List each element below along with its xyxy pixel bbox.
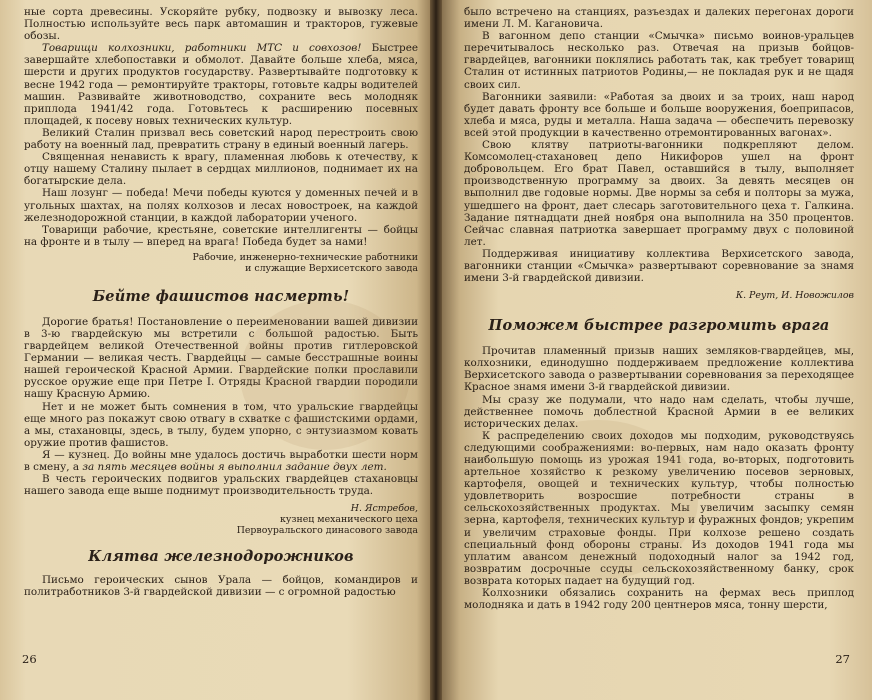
paragraph: было встречено на станциях, разъездах и далеких перегонах дороги имени Л. М. Кагановича.: [464, 6, 854, 31]
right-page: [438, 0, 872, 700]
signature-authors: К. Реут, И. Новожилов: [735, 290, 854, 302]
paragraph: Прочитав пламенный призыв наших земляков-гвардейцев, мы, колхозники, единодушно поддерживаем предложение коллектива Верхисетского завода о развертывании соревнования за переходящее Красное знамя имени 3-й гвардейской дивизии.: [464, 345, 854, 394]
paragraph: ные сорта древесины. Ускоряйте рубку, подвозку и вывозку леса. Полностью используйте весь парк автомашин и тракторов, гужевые обозы.: [24, 6, 418, 43]
paragraph-text: Я — кузнец. До войны мне удалось достичь выработки шести норм в смену, а: [24, 448, 418, 473]
signature-name: Н. Ястребов,: [350, 503, 418, 515]
paragraph: Товарищи рабочие, крестьяне, советские интеллигенты — бойцы на фронте и в тылу — вперед на врага! Победа будет за нами!: [24, 223, 418, 248]
section-heading: Клятва железнодорожников: [88, 548, 354, 566]
section-heading: Поможем быстрее разгромить врага: [488, 317, 830, 335]
paragraph: Наш лозунг — победа! Мечи победы куются у доменных печей и в угольных шахтах, на полях колхозов и лесах новостроек, на каждой железнодорожной станции, в каждой лаборатории ученого.: [24, 187, 418, 224]
paragraph: Нет и не может быть сомнения в том, что уральские гвардейцы еще много раз покажут свою отвагу в схватке с фашистскими ордами, а мы, стахановцы, здесь, в тылу, будем упорно, с энтузиазмом ковать оружие против фашистов.: [24, 400, 418, 449]
paragraph: Вагонники заявили: «Работая за двоих и за троих, наш народ будет давать фронту все больше и больше вооружения, боеприпасов, хлеба и мяса, руды и металла. Наша задача — обеспечить перевозку всей этой продукции в качественно отремонтированных вагонах».: [464, 90, 854, 139]
paragraph: Свою клятву патриоты-вагонники подкрепляют делом. Комсомолец-стахановец депо Никифоров ушел на фронт добровольцем. Его брат Павел, оставшийся в тылу, выполняет производственную программу за двоих. За девять месяцев он выполнил две годовые нормы. Две нормы за себя и полторы за мужа, ушедшего на фронт, дает слесарь заготовительного цеха т. Галкина. Задание пятнадцати дней ноября она выполнила на 350 процентов. Сейчас славная патриотка завершает программу двух с половиной лет.: [464, 139, 854, 248]
paragraph: К распределению своих доходов мы подходим, руководствуясь следующими соображениями: во-первых, нам надо оказать фронту наибольшую помощь из урожая 1941 года, во-вторых, подготовить артельное хозяйство к резкому увеличению посевов зерновых, картофеля, овощей и технических культур, чтобы полностью удовлетворить возросшие потребности страны в сельскохозяйственных продуктах. Мы увеличим засыпку семян зерна, картофеля, технических культур и фуражных фондов; укрепим и увеличим страховые фонды. При колхозе решено создать специальный фонд обороны страны. Из доходов 1941 года мы уплатим авансом денежный подоходный налог за 1942 год, возвратим досрочные ссуды сельскохозяйственному банку, срок возврата которых падает на будущий год.: [464, 429, 854, 587]
italic-appeal: Товарищи колхозники, работники МТС и совхозов!: [42, 42, 362, 55]
paragraph-kolkhoz: [24, 42, 418, 127]
paragraph-text: Быстрее завершайте хлебопоставки и обмолот. Давайте больше хлеба, мяса, шерсти и других продуктов государству. Развертывайте подготовку к весне 1942 года — ремонтируйте тракторы, готовьте кадры водителей машин. Развивайте животноводство, сохраните весь молодняк приплода 1941/42 года. Готовьтесь к расширению посевных площадей, к посеву новых технических культур.: [24, 42, 418, 127]
book-gutter: [430, 0, 442, 700]
page-number: 26: [22, 652, 37, 666]
signature-line: кузнец механического цеха: [280, 514, 418, 526]
section-heading: Бейте фашистов насмерть!: [92, 287, 350, 305]
paragraph: Мы сразу же подумали, что надо нам сделать, чтобы лучше, действеннее помочь доблестной Красной Армии в ее великих исторических делах.: [464, 393, 854, 430]
paragraph-kuznets: [24, 449, 418, 473]
paragraph: Письмо героических сынов Урала — бойцов, командиров и политработников 3-й гвардейской дивизии — с огромной радостью: [24, 574, 418, 599]
page-number: 27: [835, 652, 850, 666]
paragraph: Великий Сталин призвал весь советский народ перестроить свою работу на военный лад, превратить страну в единый военный лагерь.: [24, 126, 418, 152]
italic-phrase: за пять месяцев войны я выполнил задание двух лет.: [82, 461, 387, 473]
signature-line: Первоуральского динасового завода: [236, 525, 418, 537]
signature-block: [24, 503, 418, 536]
signature-line: Рабочие, инженерно-технические работники: [192, 251, 418, 263]
paragraph: Дорогие братья! Постановление о переименовании вашей дивизии в 3-ю гвардейскую мы встретили с большой радостью. Быть гвардейцем великой Отечественной войны против гитлеровской Германии — великая честь. Гвардейцы — самые бесстрашные воины нашей героической Красной Армии. Гвардейские полки прославили русское оружие еще при Петре I. Отряды Красной гвардии породили нашу Красную Армию.: [24, 315, 418, 401]
signature-line: и служащие Верхисетского завода: [245, 262, 418, 274]
left-page: [0, 0, 434, 700]
paragraph: Колхозники обязались сохранить на фермах весь приплод молодняка и дать в 1942 году 200 центнеров мяса, тонну шерсти,: [464, 587, 854, 612]
paragraph: Поддерживая инициативу коллектива Верхисетского завода, вагонники станции «Смычка» развертывают соревнование за знамя имени 3-й гвардейской дивизии.: [464, 247, 854, 285]
paragraph: В вагонном депо станции «Смычка» письмо воинов-уральцев перечитывалось несколько раз. Отвечая на призыв бойцов-гвардейцев, вагонники поклялись работать так, как требует товарищ Сталин от истинных патриотов Родины,— не покладая рук и не щадя своих сил.: [464, 30, 854, 91]
signature-block: [24, 252, 418, 274]
paragraph: В честь героических подвигов уральских гвардейцев стахановцы нашего завода еще выше поднимут производительность труда.: [24, 473, 418, 498]
paragraph: Священная ненависть к врагу, пламенная любовь к отечеству, к отцу нашему Сталину пылает в сердцах миллионов, поднимает их на богатырские дела.: [24, 151, 418, 188]
